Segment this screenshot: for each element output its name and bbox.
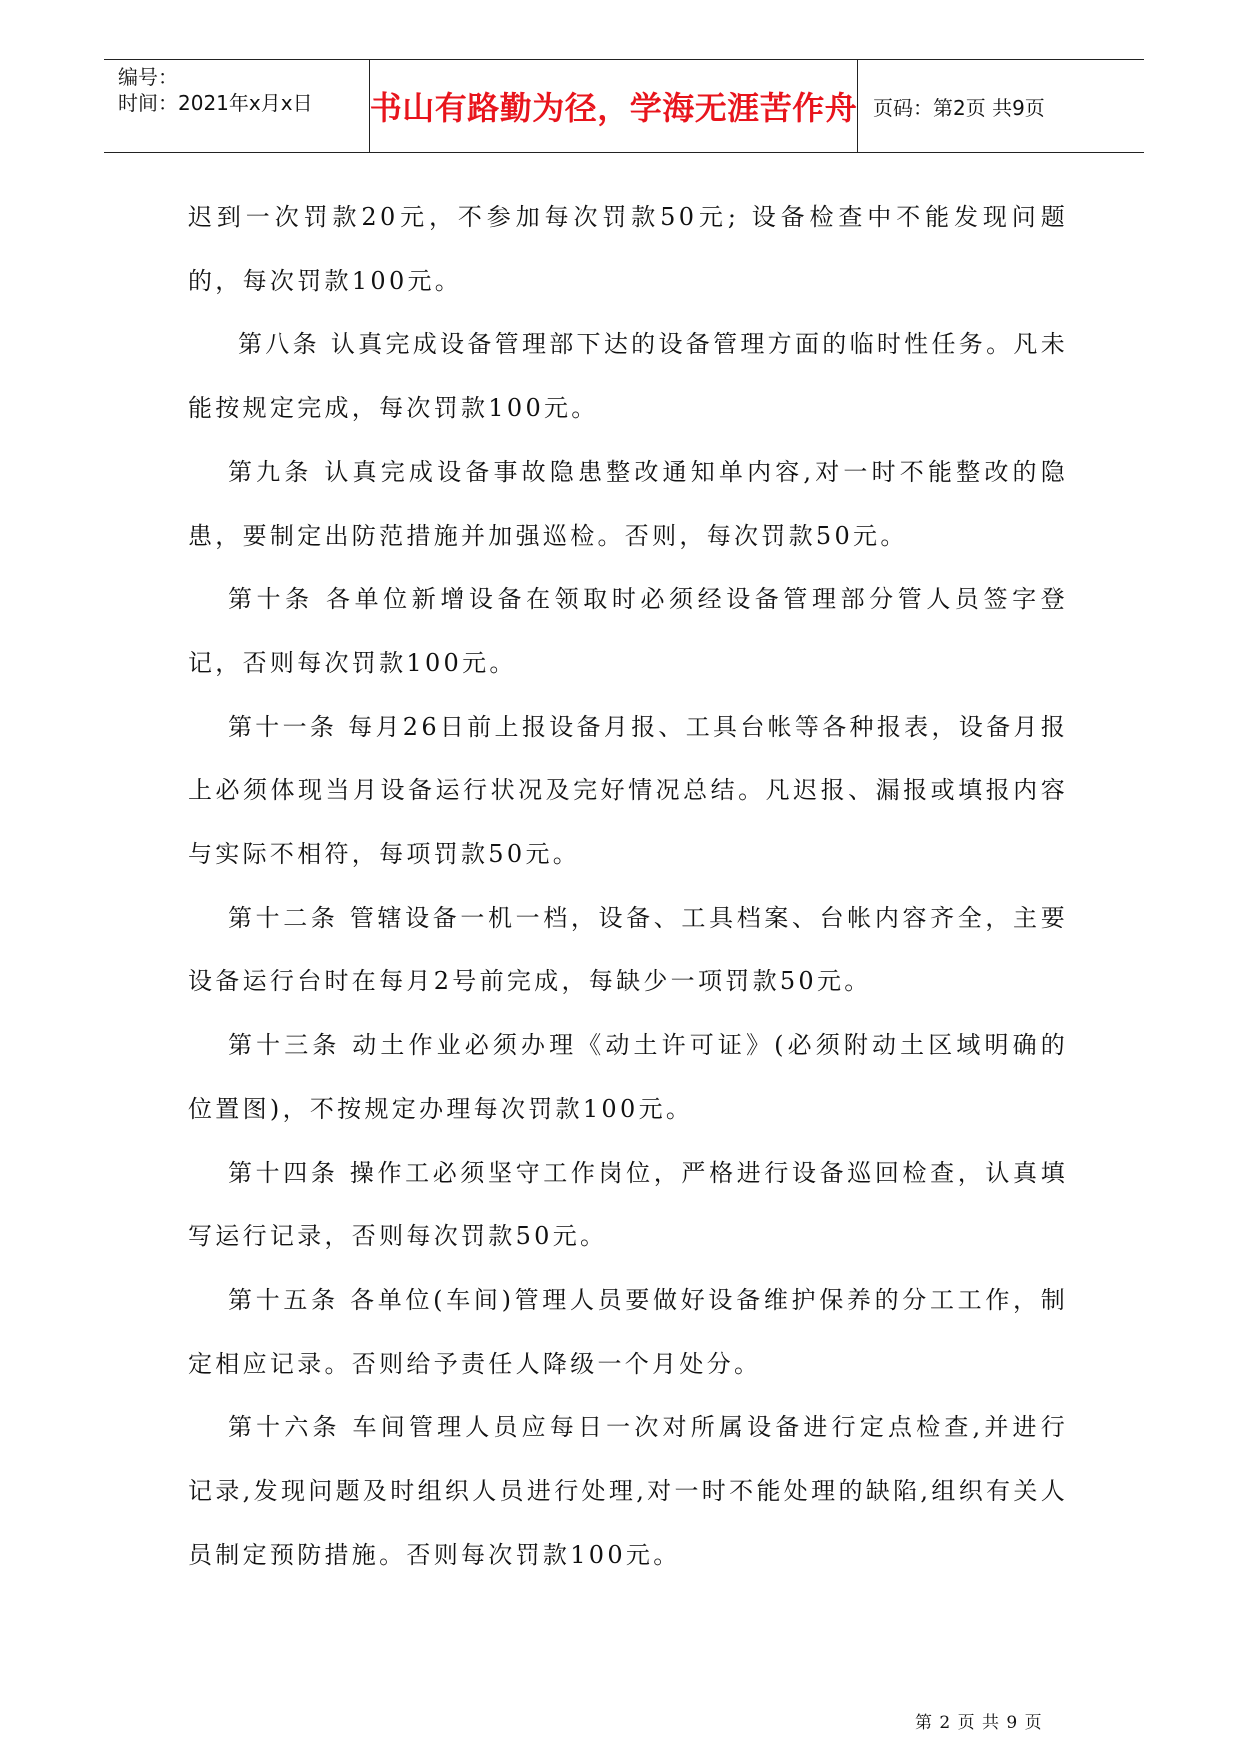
document-number-label: 编号：	[118, 65, 178, 89]
page-header	[104, 59, 1144, 153]
document-body	[188, 186, 1068, 1587]
paragraph-text: 第十五条 各单位(车间)管理人员要做好设备维护保养的分工工作，制定相应记录。否则给予责任人降级一个月处分。	[188, 1285, 1068, 1378]
page-footer: 第 2 页 共 9 页	[915, 1713, 1043, 1733]
paragraph-text: 第十二条 管辖设备一机一档，设备、工具档案、台帐内容齐全，主要设备运行台时在每月2号前完成，每缺少一项罚款50元。	[188, 903, 1068, 996]
paragraph	[188, 313, 1068, 440]
paragraph-text: 第十六条 车间管理人员应每日一次对所属设备进行定点检查,并进行记录,发现问题及时组织人员进行处理,对一时不能处理的缺陷,组织有关人员制定预防措施。否则每次罚款100元。	[188, 1413, 1068, 1569]
paragraph	[188, 887, 1068, 1014]
paragraph	[188, 1142, 1068, 1269]
header-page-info: 页码：第2页 共9页	[873, 95, 1045, 120]
paragraph-text: 迟到一次罚款20元，不参加每次罚款50元; 设备检查中不能发现问题的，每次罚款100元。	[188, 203, 1068, 295]
paragraph-text: 第十三条 动土作业必须办理《动土许可证》(必须附动土区域明确的位置图)，不按规定办理每次罚款100元。	[188, 1031, 1068, 1123]
document-date: 时间：2021年x月x日	[118, 91, 313, 115]
header-meta	[104, 60, 369, 152]
paragraph	[188, 1396, 1068, 1587]
paragraph	[188, 568, 1068, 695]
paragraph	[188, 186, 1068, 313]
paragraph	[188, 1269, 1068, 1396]
paragraph-text: 第九条 认真完成设备事故隐患整改通知单内容,对一时不能整改的隐患，要制定出防范措施并加强巡检。否则，每次罚款50元。	[188, 457, 1068, 550]
header-motto: 书山有路勤为径，学海无涯苦作舟	[369, 60, 858, 152]
paragraph	[188, 441, 1068, 568]
paragraph	[188, 696, 1068, 887]
paragraph-text: 第十条 各单位新增设备在领取时必须经设备管理部分管人员签字登记，否则每次罚款100元。	[188, 585, 1068, 677]
paragraph-text: 第十一条 每月26日前上报设备月报、工具台帐等各种报表，设备月报上必须体现当月设备运行状况及完好情况总结。凡迟报、漏报或填报内容与实际不相符，每项罚款50元。	[188, 712, 1068, 869]
paragraph-text: 第八条 认真完成设备管理部下达的设备管理方面的临时性任务。凡未能按规定完成，每次罚款100元。	[188, 330, 1068, 423]
paragraph	[188, 1014, 1068, 1141]
paragraph-text: 第十四条 操作工必须坚守工作岗位，严格进行设备巡回检查，认真填写运行记录，否则每次罚款50元。	[188, 1158, 1068, 1251]
